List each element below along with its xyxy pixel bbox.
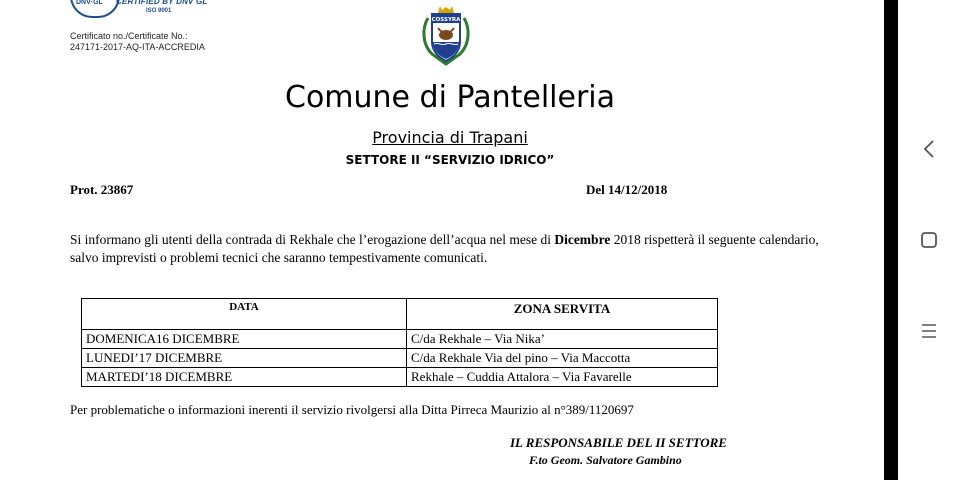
recent-apps-button[interactable] <box>914 316 944 346</box>
header-data: DATA <box>82 299 407 330</box>
dnv-gl-logo <box>70 0 120 18</box>
row-date: DOMENICA16 DICEMBRE <box>82 330 407 349</box>
contact-info: Per problematiche o informazioni inerenti il servizio rivolgersi alla Ditta Pirreca Maurizio al n°389/1120697 <box>70 402 634 417</box>
protocol-number: Prot. 23867 <box>70 182 134 197</box>
back-button[interactable] <box>914 134 944 164</box>
table-row <box>82 330 718 349</box>
navigation-bar <box>898 0 960 480</box>
certification-mark: CERTIFIED BY DNV GL <box>116 0 208 6</box>
notice-text-end: 2018 rispetterà il seguente calendario, salvo imprevisti o problemi tecnici che saranno tempestivamente comunicati. <box>70 232 819 265</box>
dnv-gl-logo-text: DNV·GL <box>76 0 103 6</box>
table-row <box>82 368 718 387</box>
row-zone: C/da Rekhale – Via Nika’ <box>407 330 718 349</box>
crest-label: COSSYRA <box>431 17 461 23</box>
home-button[interactable] <box>914 225 944 255</box>
water-schedule-table <box>81 298 718 387</box>
notice-paragraph <box>70 231 820 267</box>
protocol-date: Del 14/12/2018 <box>586 182 668 197</box>
municipal-crest <box>418 4 474 68</box>
square-icon <box>914 225 944 255</box>
page-title: Comune di Pantelleria <box>285 80 615 115</box>
notice-text-start: Si informano gli utenti della contrada di Rekhale che l’erogazione dell’acqua nel mese di <box>70 232 555 247</box>
sector-heading: SETTORE II “SERVIZIO IDRICO” <box>345 153 555 167</box>
back-icon <box>914 134 944 164</box>
certification-standard: ISO 9001 <box>146 8 172 14</box>
table-row <box>82 349 718 368</box>
row-date: LUNEDI’17 DICEMBRE <box>82 349 407 368</box>
row-date: MARTEDI’18 DICEMBRE <box>82 368 407 387</box>
province-subtitle: Provincia di Trapani <box>372 128 528 147</box>
header-zona-servita: ZONA SERVITA <box>407 299 718 330</box>
table-header-row <box>82 299 718 330</box>
row-zone: C/da Rekhale Via del pino – Via Maccotta <box>407 349 718 368</box>
menu-icon <box>914 316 944 346</box>
certificate-number: Certificato no./Certificate No.: 247171-2017-AQ-ITA-ACCREDIA <box>70 31 205 52</box>
signature-name: F.to Geom. Salvatore Gambino <box>529 453 682 467</box>
row-zone: Rekhale – Cuddia Attalora – Via Favarelle <box>407 368 718 387</box>
signature-role: IL RESPONSABILE DEL II SETTORE <box>510 435 727 450</box>
notice-month: Dicembre <box>554 232 611 247</box>
